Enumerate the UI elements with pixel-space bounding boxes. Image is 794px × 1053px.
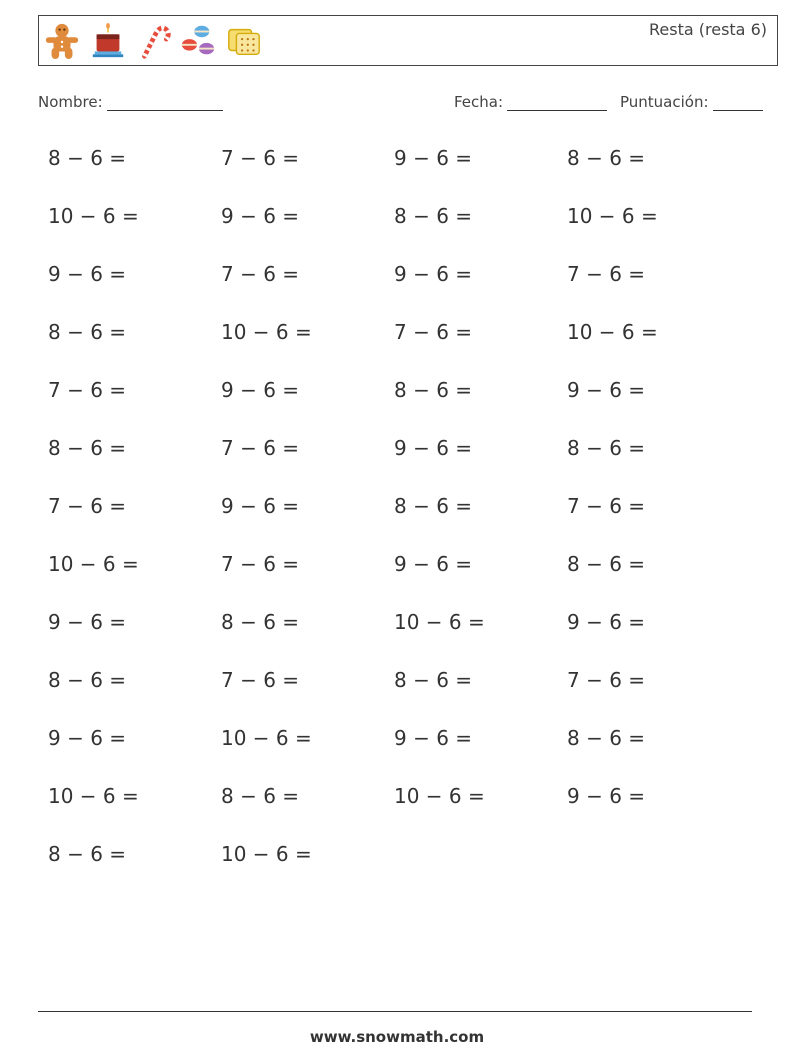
date-label: Fecha: <box>454 93 504 111</box>
subtraction-problem: 10 − 6 = <box>48 784 139 808</box>
subtraction-problem: 9 − 6 = <box>567 610 646 634</box>
subtraction-problem: 8 − 6 = <box>48 436 127 460</box>
name-field <box>38 93 223 111</box>
subtraction-problem: 10 − 6 = <box>48 204 139 228</box>
date-field <box>454 93 607 111</box>
subtraction-problem: 8 − 6 = <box>567 726 646 750</box>
subtraction-problem: 8 − 6 = <box>394 668 473 692</box>
subtraction-problem: 8 − 6 = <box>48 320 127 344</box>
subtraction-problem: 8 − 6 = <box>394 204 473 228</box>
subtraction-problem: 10 − 6 = <box>394 784 485 808</box>
subtraction-problem: 7 − 6 = <box>221 668 300 692</box>
subtraction-problem: 10 − 6 = <box>221 726 312 750</box>
subtraction-problem: 7 − 6 = <box>48 378 127 402</box>
subtraction-problem: 8 − 6 = <box>48 842 127 866</box>
name-label: Nombre: <box>38 93 103 111</box>
subtraction-problem: 9 − 6 = <box>567 784 646 808</box>
subtraction-problem: 9 − 6 = <box>394 262 473 286</box>
subtraction-problem: 9 − 6 = <box>394 726 473 750</box>
subtraction-problem: 8 − 6 = <box>567 436 646 460</box>
subtraction-problem: 9 − 6 = <box>48 262 127 286</box>
subtraction-problem: 9 − 6 = <box>221 378 300 402</box>
subtraction-problem: 10 − 6 = <box>48 552 139 576</box>
score-blank[interactable] <box>713 93 763 111</box>
biscuit-icon <box>225 22 263 60</box>
subtraction-problem: 8 − 6 = <box>221 610 300 634</box>
subtraction-problem: 9 − 6 = <box>567 378 646 402</box>
date-blank[interactable] <box>507 93 607 111</box>
subtraction-problem: 9 − 6 = <box>394 436 473 460</box>
subtraction-problem: 9 − 6 = <box>221 204 300 228</box>
subtraction-problem: 7 − 6 = <box>48 494 127 518</box>
subtraction-problem: 8 − 6 = <box>394 494 473 518</box>
footer-url: www.snowmath.com <box>309 1028 485 1046</box>
subtraction-problem: 7 − 6 = <box>567 494 646 518</box>
subtraction-problem: 10 − 6 = <box>567 320 658 344</box>
subtraction-problem: 10 − 6 = <box>221 320 312 344</box>
score-field <box>620 93 763 111</box>
worksheet-header <box>38 15 778 66</box>
subtraction-problem: 9 − 6 = <box>221 494 300 518</box>
subtraction-problem: 7 − 6 = <box>567 668 646 692</box>
birthday-cake-icon <box>89 22 127 60</box>
subtraction-problem: 7 − 6 = <box>221 262 300 286</box>
macarons-icon <box>179 22 217 60</box>
subtraction-problem: 7 − 6 = <box>221 146 300 170</box>
subtraction-problem: 8 − 6 = <box>567 146 646 170</box>
subtraction-problem: 10 − 6 = <box>221 842 312 866</box>
subtraction-problem: 8 − 6 = <box>48 668 127 692</box>
candy-cane-icon <box>135 22 173 60</box>
subtraction-problem: 7 − 6 = <box>221 436 300 460</box>
subtraction-problem: 9 − 6 = <box>48 610 127 634</box>
subtraction-problem: 8 − 6 = <box>221 784 300 808</box>
subtraction-problem: 7 − 6 = <box>567 262 646 286</box>
subtraction-problem: 10 − 6 = <box>394 610 485 634</box>
score-label: Puntuación: <box>620 93 709 111</box>
subtraction-problem: 7 − 6 = <box>221 552 300 576</box>
subtraction-problem: 9 − 6 = <box>394 552 473 576</box>
subtraction-problem: 9 − 6 = <box>394 146 473 170</box>
gingerbread-man-icon <box>43 22 81 60</box>
subtraction-problem: 7 − 6 = <box>394 320 473 344</box>
worksheet-title: Resta (resta 6) <box>649 20 767 39</box>
subtraction-problem: 8 − 6 = <box>567 552 646 576</box>
subtraction-problem: 8 − 6 = <box>48 146 127 170</box>
subtraction-problem: 9 − 6 = <box>48 726 127 750</box>
subtraction-problem: 8 − 6 = <box>394 378 473 402</box>
subtraction-problem: 10 − 6 = <box>567 204 658 228</box>
footer-divider <box>38 1011 752 1012</box>
name-blank[interactable] <box>107 93 223 111</box>
